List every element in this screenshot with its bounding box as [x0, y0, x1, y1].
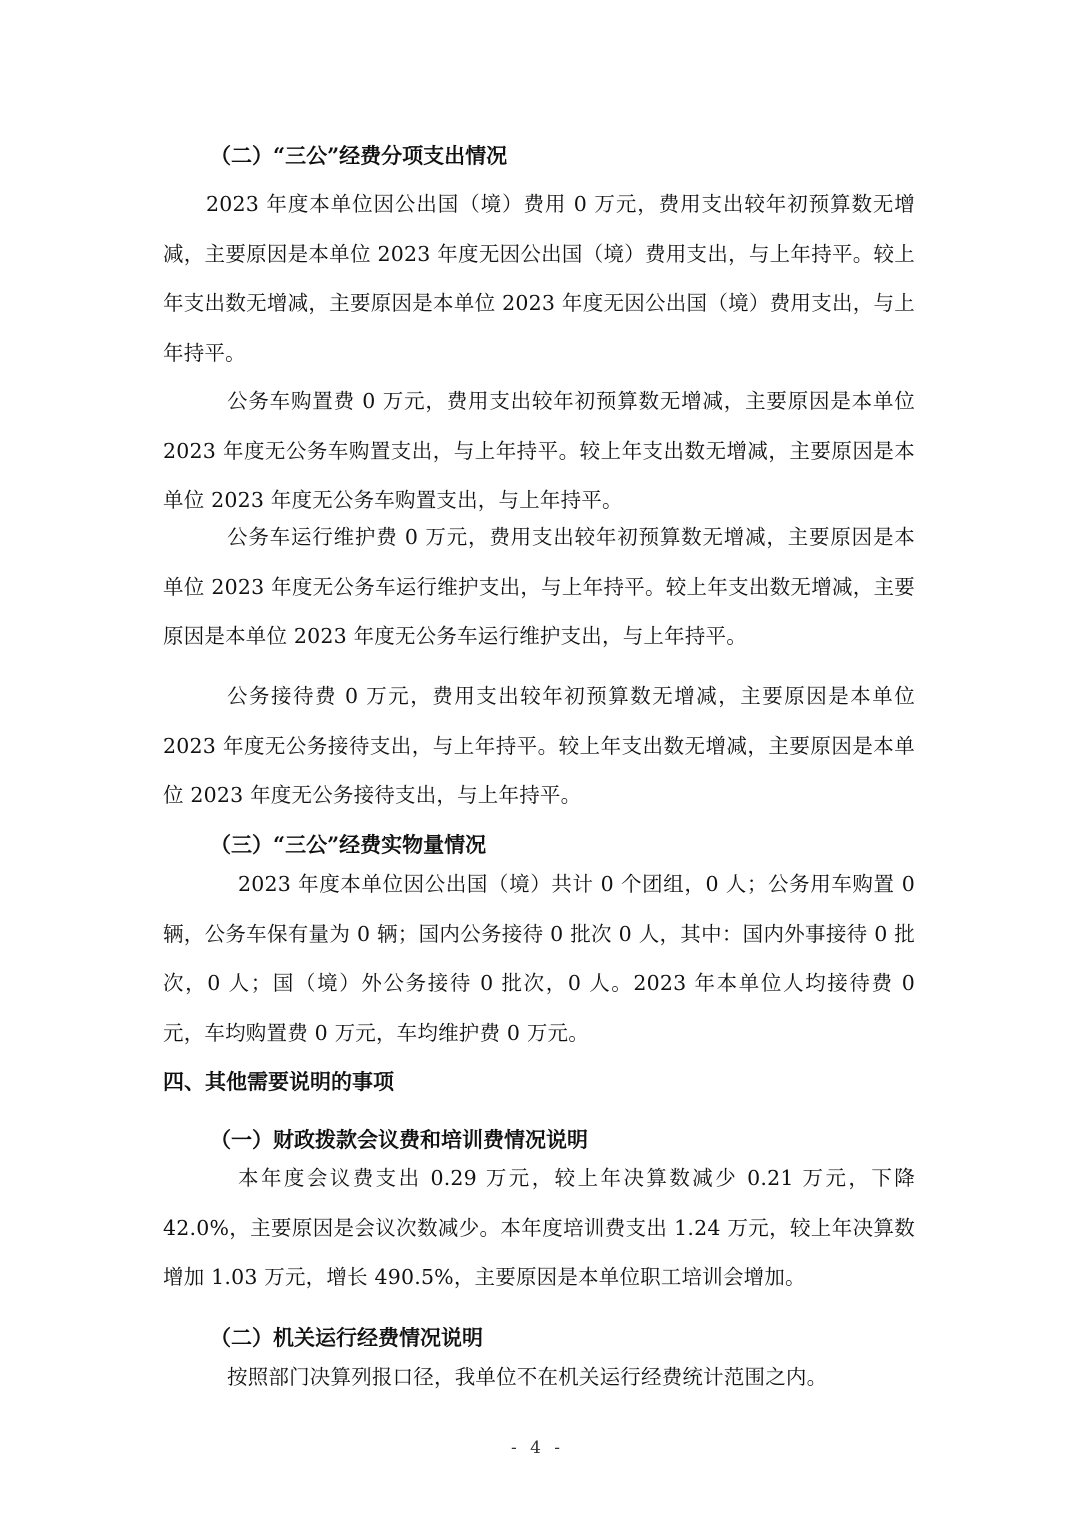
part-heading-other-matters: 四、其他需要说明的事项 — [163, 1069, 394, 1094]
paragraph-physical-quantity: 2023 年度本单位因公出国（境）共计 0 个团组，0 人；公务用车购置 0 辆，公务车保有量为 0 辆；国内公务接待 0 批次 0 人，其中：国内外事接待 0 批次，0 人；国（境）外公务接待 0 批次，0 人。2023 年本单位人均接待费 0 元，车均购置费 0 万元，车均维护费 0 万元。 — [163, 872, 915, 1045]
paragraph-abroad-expense: 2023 年度本单位因公出国（境）费用 0 万元，费用支出较年初预算数无增减，主要原因是本单位 2023 年度无因公出国（境）费用支出，与上年持平。较上年支出数无增减，主要原因是本单位 2023 年度无因公出国（境）费用支出，与上年持平。 — [163, 192, 915, 365]
paragraph-vehicle-maintenance: 公务车运行维护费 0 万元，费用支出较年初预算数无增减，主要原因是本单位 2023 年度无公务车运行维护支出，与上年持平。较上年支出数无增减，主要原因是本单位 2023 年度无公务车运行维护支出，与上年持平。 — [163, 525, 915, 648]
paragraph-reception-expense: 公务接待费 0 万元，费用支出较年初预算数无增减，主要原因是本单位 2023 年度无公务接待支出，与上年持平。较上年支出数无增减，主要原因是本单位 2023 年度无公务接待支出，与上年持平。 — [163, 684, 915, 807]
section-heading-meeting-training: （一）财政拨款会议费和培训费情况说明 — [210, 1127, 588, 1152]
section-heading-three-public-breakdown: （二）“三公”经费分项支出情况 — [210, 143, 508, 168]
paragraph-vehicle-purchase: 公务车购置费 0 万元，费用支出较年初预算数无增减，主要原因是本单位 2023 年度无公务车购置支出，与上年持平。较上年支出数无增减，主要原因是本单位 2023 年度无公务车购置支出，与上年持平。 — [163, 389, 915, 512]
page-number: - 4 - — [510, 1438, 565, 1458]
section-heading-operation-cost: （二）机关运行经费情况说明 — [210, 1325, 483, 1350]
paragraph-meeting-training: 本年度会议费支出 0.29 万元，较上年决算数减少 0.21 万元，下降 42.0%，主要原因是会议次数减少。本年度培训费支出 1.24 万元，较上年决算数增加 1.03 万元，增长 490.5%，主要原因是本单位职工培训会增加。 — [163, 1166, 915, 1289]
paragraph-operation-cost: 按照部门决算列报口径，我单位不在机关运行经费统计范围之内。 — [227, 1365, 828, 1389]
section-heading-physical-quantity: （三）“三公”经费实物量情况 — [210, 832, 487, 857]
